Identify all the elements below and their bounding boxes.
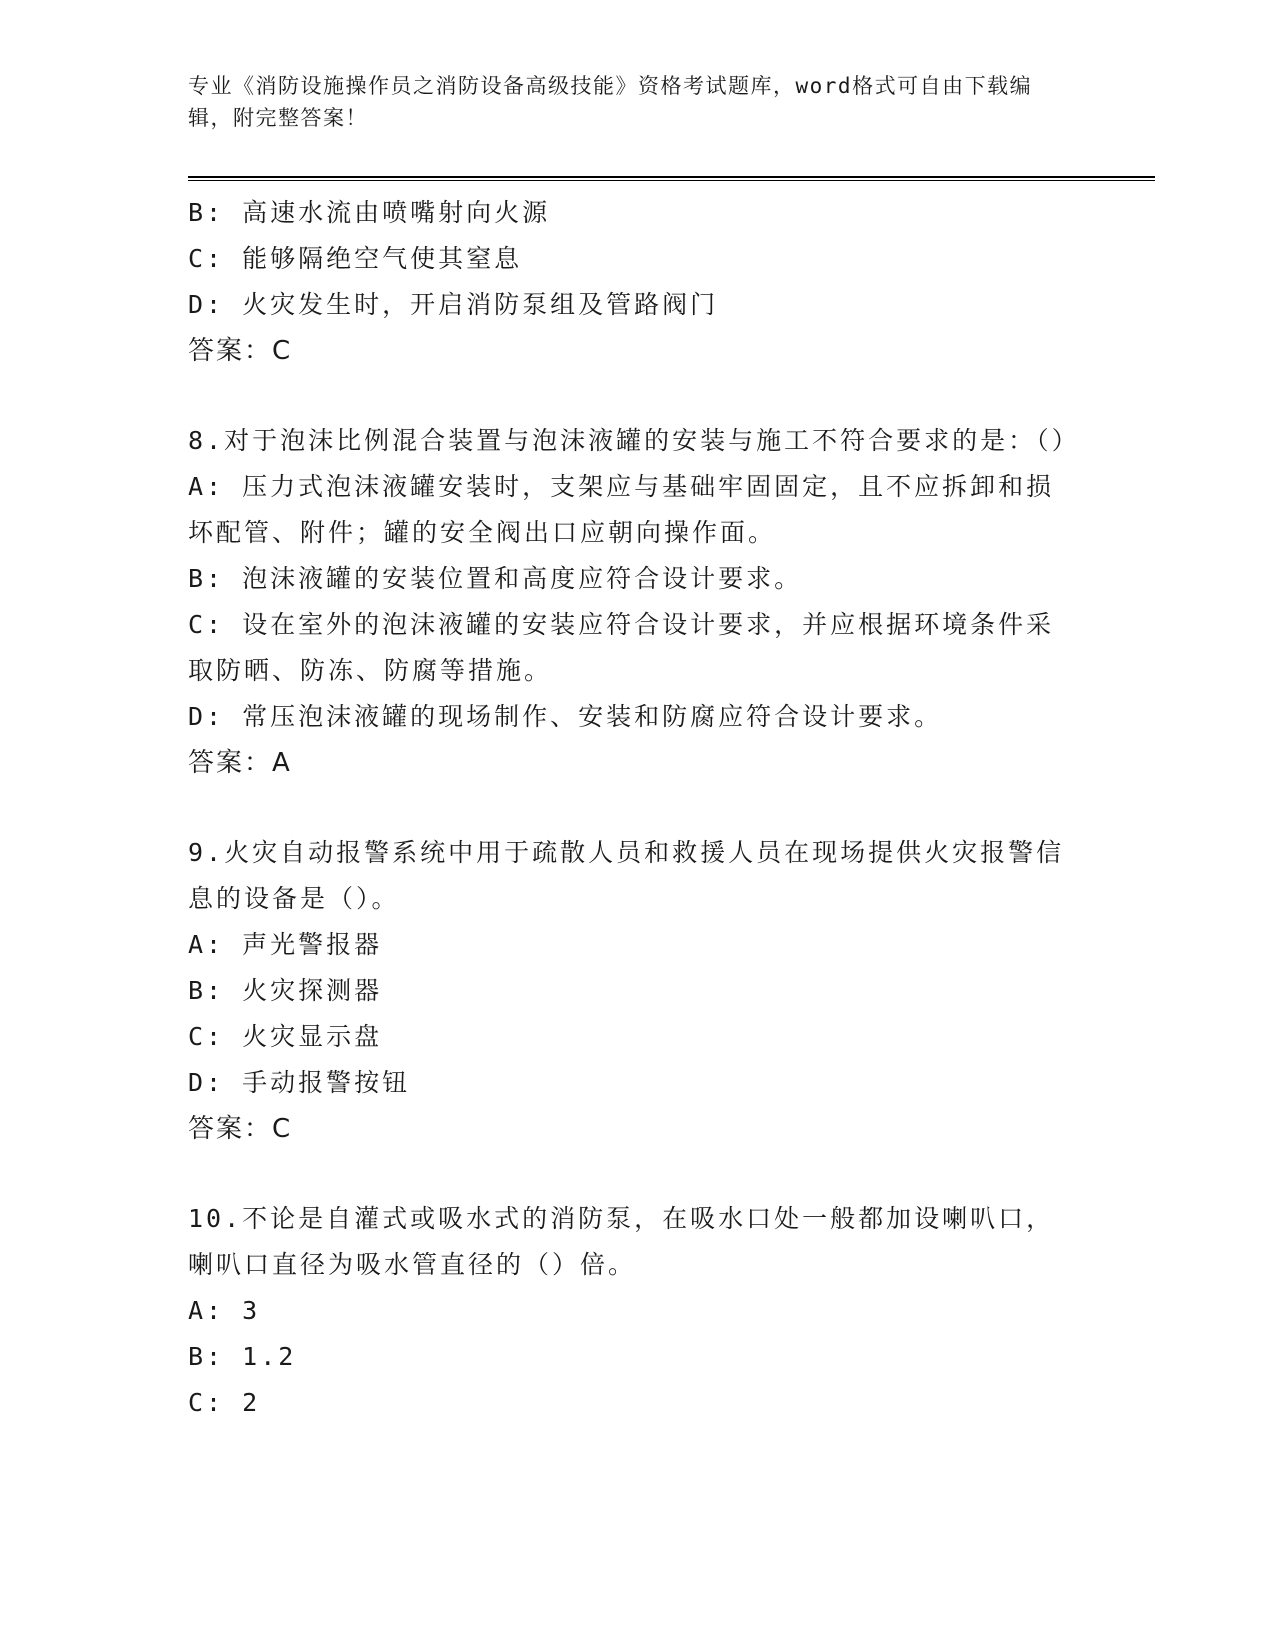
option-a: A: 声光警报器 (188, 930, 383, 959)
option-d: D: 常压泡沫液罐的现场制作、安装和防腐应符合设计要求。 (188, 702, 943, 731)
option-a: A: 3 (188, 1296, 261, 1325)
option-b: B: 泡沫液罐的安装位置和高度应符合设计要求。 (188, 564, 803, 593)
option-a: A: 压力式泡沫液罐安装时，支架应与基础牢固固定，且不应拆卸和损坏配管、附件；罐的安全阀出口应朝向操作面。 (188, 472, 1055, 547)
question-stem: 10.不论是自灌式或吸水式的消防泵，在吸水口处一般都加设喇叭口，喇叭口直径为吸水管直径的（）倍。 (188, 1204, 1055, 1279)
option-b: B: 高速水流由喷嘴射向火源 (188, 198, 551, 227)
option-c: C: 设在室外的泡沫液罐的安装应符合设计要求，并应根据环境条件采取防晒、防冻、防腐等措施。 (188, 610, 1055, 685)
option-d: D: 手动报警按钮 (188, 1068, 411, 1097)
option-c: C: 2 (188, 1388, 261, 1417)
document-header: 专业《消防设施操作员之消防设备高级技能》资格考试题库，word格式可自由下载编辑，附完整答案！ (188, 74, 1033, 130)
option-b: B: 火灾探测器 (188, 976, 383, 1005)
option-b: B: 1.2 (188, 1342, 297, 1371)
question-stem: 9.火灾自动报警系统中用于疏散人员和救援人员在现场提供火灾报警信息的设备是（）。 (188, 838, 1065, 913)
answer-label: 答案：A (188, 748, 292, 778)
option-c: C: 火灾显示盘 (188, 1022, 383, 1051)
question-stem: 8.对于泡沫比例混合装置与泡沫液罐的安装与施工不符合要求的是：（） (188, 426, 1080, 455)
question-list (188, 190, 1088, 1426)
header-divider (188, 176, 1155, 182)
answer-label: 答案：C (188, 1114, 293, 1144)
option-c: C: 能够隔绝空气使其窒息 (188, 244, 523, 273)
answer-label: 答案：C (188, 336, 293, 366)
document-page (188, 70, 1088, 1426)
option-d: D: 火灾发生时，开启消防泵组及管路阀门 (188, 290, 719, 319)
